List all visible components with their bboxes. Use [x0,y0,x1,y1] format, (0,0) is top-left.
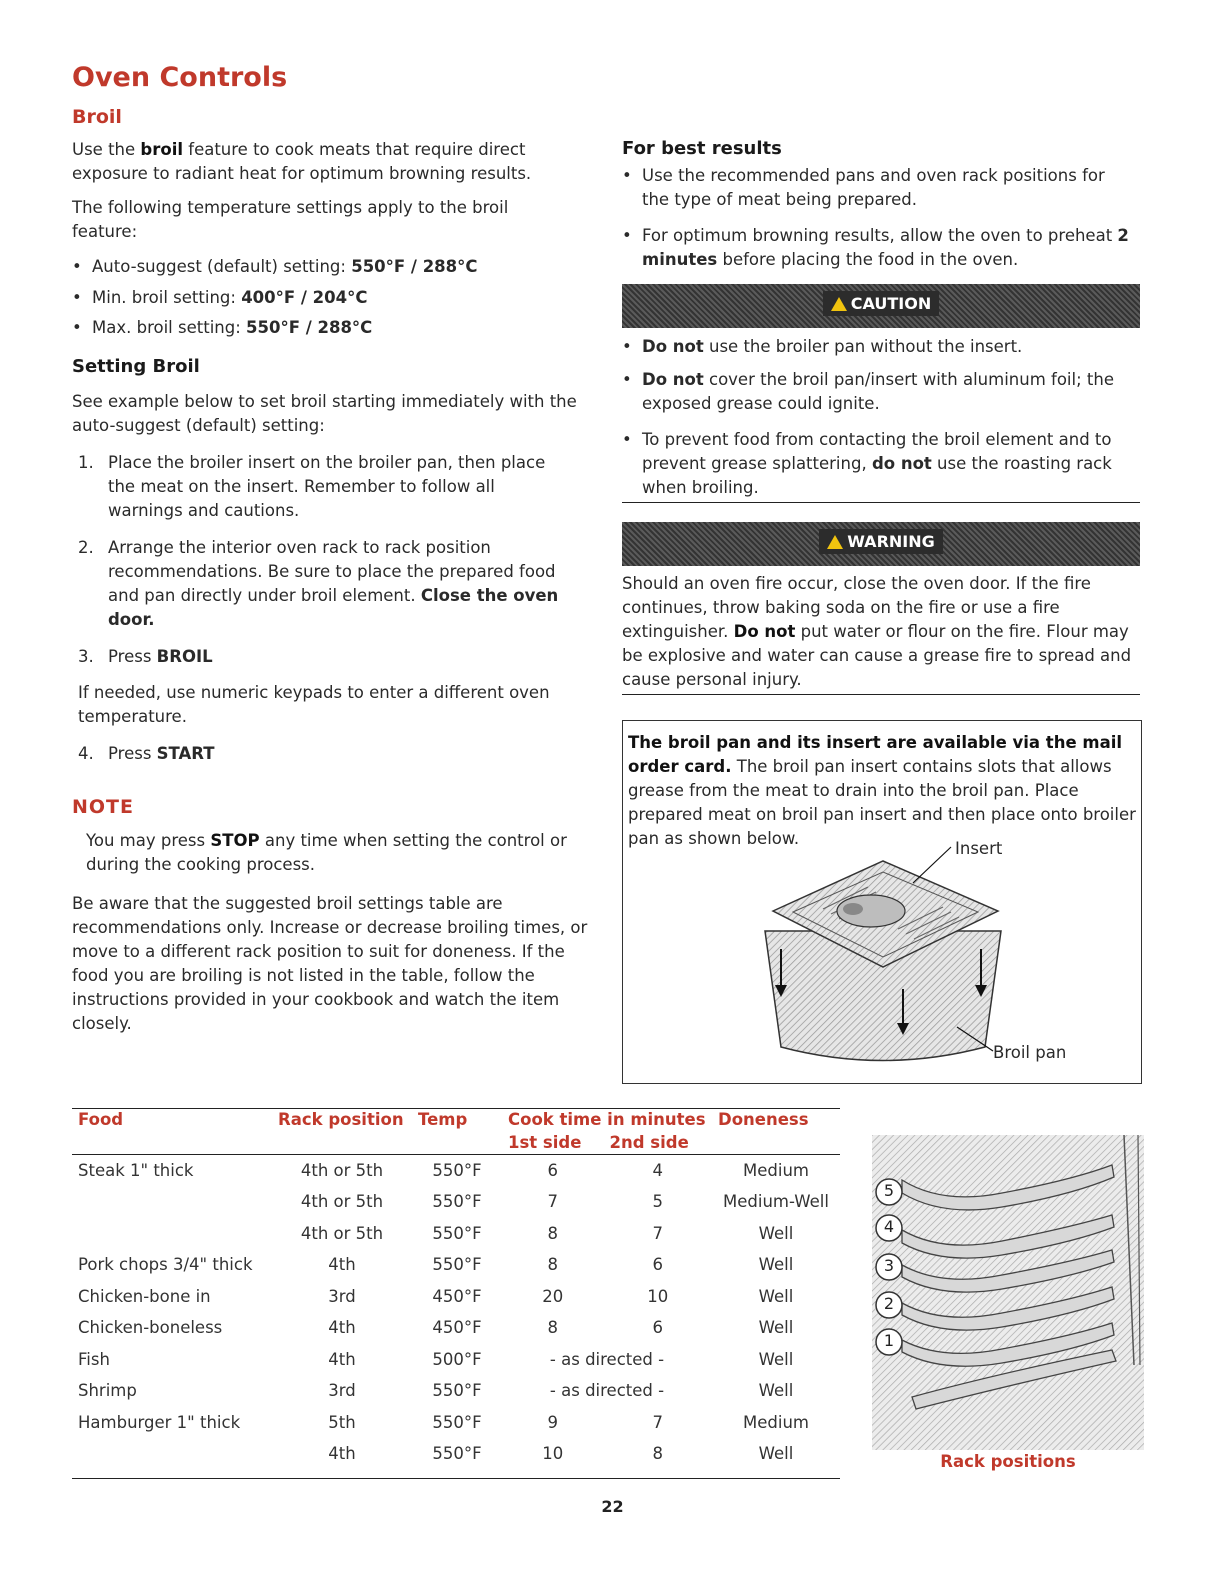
cell-temp: 550°F [432,1412,482,1432]
note-text: You may press STOP any time when setting the control or during the cooking process. [86,831,567,874]
rack-position-5-label: 5 [883,1181,895,1200]
cell-temp: 550°F [432,1223,482,1243]
best-results-item-2: • For optimum browning results, allow the oven to preheat 2 minutes before placing the food in the oven. [622,224,1147,272]
cell-temp: 550°F [432,1192,482,1212]
warning-divider [622,694,1140,695]
table-bottom-rule [72,1478,840,1479]
rack-positions-figure [872,1135,1144,1450]
note-heading: NOTE [72,796,134,818]
cell-food [72,1218,272,1250]
table-row [72,1249,840,1281]
caution-label: CAUTION [850,294,932,313]
cell-doneness: Well [758,1318,794,1338]
rack-position-1-label: 1 [883,1331,895,1350]
cell-1st-side: 8 [547,1318,558,1338]
rack-positions-caption: Rack positions [940,1452,1076,1471]
cell-food [72,1438,272,1470]
warning-text: Should an oven fire occur, close the oven door. If the fire continues, throw baking soda on the fire or use a fire extinguisher. Do not put water or flour on the fire. Flour may be explosive and water can cause a grease fire to spread and cause personal injury. [622,574,1132,689]
cell-2nd-side: 8 [652,1444,663,1464]
step-1: 1. Place the broiler insert on the broiler pan, then place the meat on the insert. Remember to follow all warnings and cautions. [78,453,546,520]
cell-doneness: Medium [743,1412,809,1432]
broil-settings-table [72,1108,840,1470]
cell-doneness: Well [758,1286,794,1306]
rack-position-3-label: 3 [883,1256,895,1275]
setting-max-broil: • Max. broil setting: 550°F / 288°C [72,316,372,340]
cell-food: Shrimp [78,1381,137,1401]
broil-heading: Broil [72,106,122,128]
cell-1st-side: 8 [547,1255,558,1275]
cell-doneness: Well [758,1223,794,1243]
cell-cook-time-merged: - as directed - [549,1381,665,1401]
cell-2nd-side: 5 [652,1192,663,1212]
caution-divider [622,502,1140,503]
step-2: 2. Arrange the interior oven rack to rack position recommendations. Be sure to place the prepared food and pan directly under broil element. Close the oven door. [78,538,559,629]
cell-rack: 3rd [328,1286,356,1306]
cell-food: Chicken-bone in [78,1286,211,1306]
cell-rack: 3rd [328,1381,356,1401]
header-food: Food [78,1110,124,1129]
caution-item-1: • Do not use the broiler pan without the insert. [622,335,1132,359]
table-row [72,1155,840,1187]
cell-food: Fish [78,1349,110,1369]
cell-doneness: Well [758,1349,794,1369]
page-title: Oven Controls [72,62,288,93]
header-rack-position: Rack position [278,1110,404,1129]
table-row [72,1281,840,1313]
cell-1st-side: 20 [542,1286,564,1306]
cell-temp: 550°F [432,1161,482,1180]
header-2nd-side: 2nd side [609,1133,689,1152]
cell-2nd-side: 7 [652,1223,663,1243]
warning-triangle-icon [827,535,843,549]
cell-rack: 4th [328,1349,356,1369]
cell-food [72,1186,272,1218]
cell-food: Hamburger 1" thick [78,1412,241,1432]
cell-2nd-side: 6 [652,1318,663,1338]
warning-banner [622,522,1140,566]
broil-pan-panel [622,720,1142,1084]
caution-banner [622,284,1140,328]
cell-2nd-side: 10 [647,1286,669,1306]
warning-triangle-icon [831,297,847,311]
step-3: 3. Press BROIL [78,647,213,666]
cell-2nd-side: 4 [652,1161,663,1180]
cell-doneness: Well [758,1255,794,1275]
broil-pan-illustration [753,839,1013,1074]
cell-rack: 5th [328,1412,356,1432]
cell-temp: 500°F [432,1349,482,1369]
step-4: 4. Press START [78,744,215,763]
table-row [72,1407,840,1439]
setting-broil-heading: Setting Broil [72,356,200,377]
cell-cook-time-merged: - as directed - [549,1349,665,1369]
cell-food: Pork chops 3/4" thick [78,1255,253,1275]
table-row [72,1375,840,1407]
setting-auto-suggest: • Auto-suggest (default) setting: 550°F / 288°C [72,255,478,279]
cell-1st-side: 9 [547,1412,558,1432]
cell-2nd-side: 6 [652,1255,663,1275]
setting-broil-intro: See example below to set broil starting immediately with the auto-suggest (default) setting: [72,392,577,435]
header-temp: Temp [418,1110,468,1129]
setting-min-broil: • Min. broil setting: 400°F / 204°C [72,286,367,310]
cell-doneness: Medium-Well [723,1192,829,1212]
cell-1st-side: 7 [547,1192,558,1212]
table-row [72,1312,840,1344]
table-row [72,1438,840,1470]
rack-position-2-label: 2 [883,1294,895,1313]
rack-position-4-label: 4 [883,1217,895,1236]
cell-doneness: Medium [743,1161,809,1180]
table-row [72,1344,840,1376]
cell-temp: 550°F [432,1381,482,1401]
cell-1st-side: 6 [547,1161,558,1180]
cell-rack: 4th [328,1318,356,1338]
cell-food: Steak 1" thick [78,1161,194,1180]
settings-intro: The following temperature settings apply to the broil feature: [72,198,509,241]
caution-item-2: • Do not cover the broil pan/insert with aluminum foil; the exposed grease could ignite. [622,368,1137,416]
broil-intro: Use the broil feature to cook meats that require direct exposure to radiant heat for optimum browning results. [72,140,532,183]
cell-doneness: Well [758,1444,794,1464]
best-results-item-1: • Use the recommended pans and oven rack positions for the type of meat being prepared. [622,164,1132,212]
insert-label: Insert [955,839,1003,858]
broil-pan-label: Broil pan [993,1043,1067,1062]
cell-rack: 4th [328,1255,356,1275]
cell-2nd-side: 7 [652,1412,663,1432]
cell-temp: 450°F [432,1318,482,1338]
caution-item-3: • To prevent food from contacting the broil element and to prevent grease splattering, do not use the roasting rack when broiling. [622,428,1137,500]
aware-text: Be aware that the suggested broil settings table are recommendations only. Increase or decrease broiling times, or move to a different rack position to suit for doneness. If the food you are broiling is not listed in the table, follow the instructions provided in your cookbook and watch the item closely. [72,894,588,1033]
header-cook-time: Cook time in minutes [508,1110,706,1129]
cell-1st-side: 8 [547,1223,558,1243]
cell-rack: 4th or 5th [300,1223,384,1243]
cell-temp: 450°F [432,1286,482,1306]
cell-rack: 4th or 5th [300,1161,384,1180]
header-1st-side: 1st side [508,1133,582,1152]
oven-interior-illustration [872,1135,1144,1450]
cell-doneness: Well [758,1381,794,1401]
page-number: 22 [601,1497,624,1516]
best-results-heading: For best results [622,138,782,159]
warning-label: WARNING [847,532,935,551]
cell-temp: 550°F [432,1255,482,1275]
cell-food: Chicken-boneless [78,1318,223,1338]
if-needed-text: If needed, use numeric keypads to enter a different oven temperature. [78,683,550,726]
cell-rack: 4th [328,1444,356,1464]
cell-temp: 550°F [432,1444,482,1464]
cell-rack: 4th or 5th [300,1192,384,1212]
cell-1st-side: 10 [542,1444,564,1464]
table-row [72,1186,840,1218]
broil-pan-text: The broil pan and its insert are available via the mail order card. The broil pan insert contains slots that allows grease from the meat to drain into the broil pan. Place prepared meat on broil pan insert and then place onto broiler pan as shown below. [628,733,1136,848]
table-row [72,1218,840,1250]
header-doneness: Doneness [718,1110,809,1129]
